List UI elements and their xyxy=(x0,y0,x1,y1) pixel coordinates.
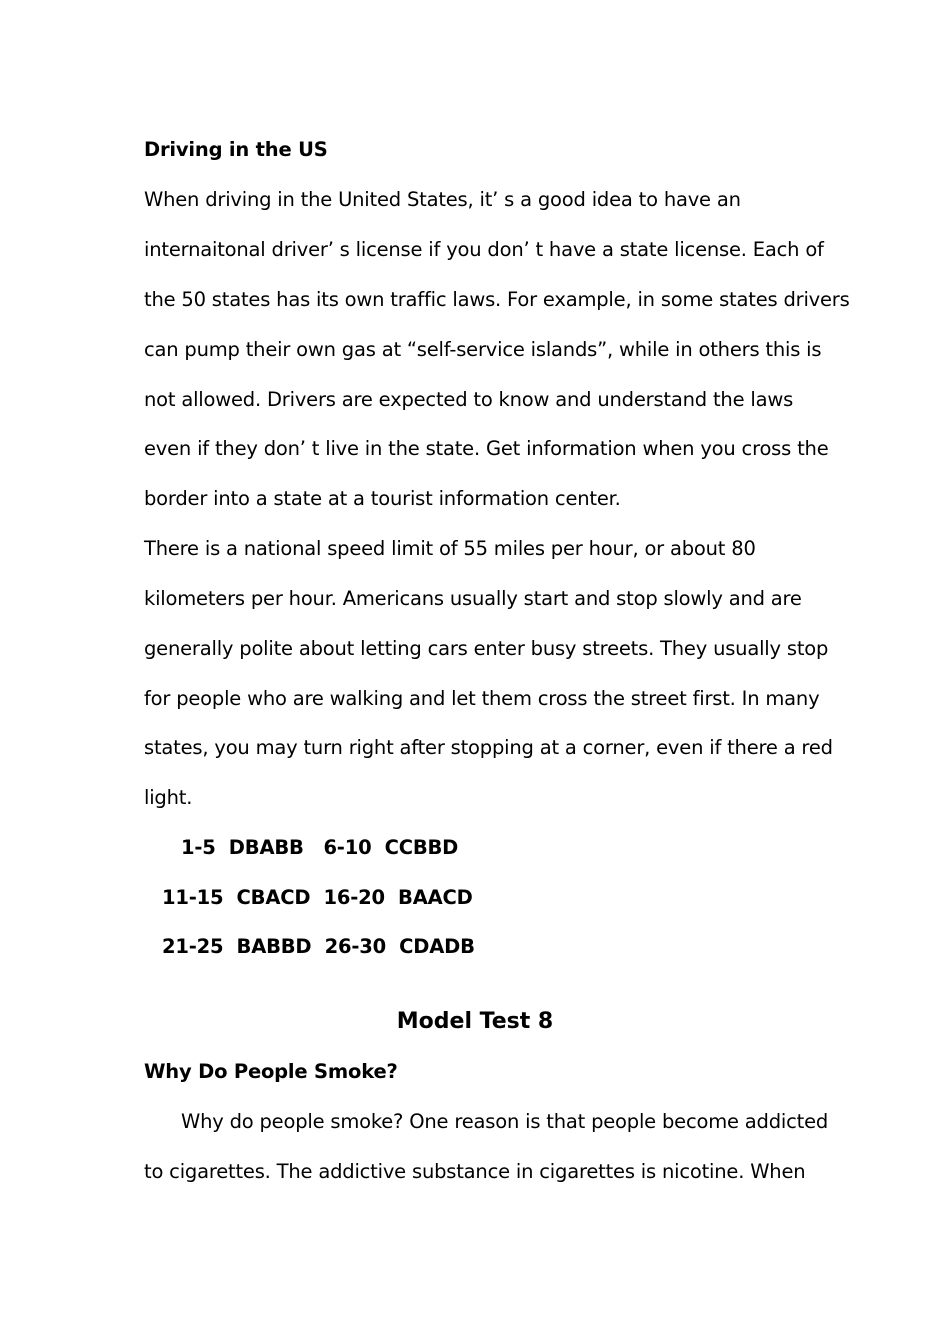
paragraph-line: border into a state at a tourist information center. xyxy=(144,487,621,510)
answer-key-line: 1-5 DBABB 6-10 CCBBD xyxy=(181,836,459,859)
paragraph-line: internaitonal driver’ s license if you don’ t have a state license. Each of xyxy=(144,238,824,261)
answer-key-line: 11-15 CBACD 16-20 BAACD xyxy=(162,886,473,909)
paragraph-line: generally polite about letting cars enter busy streets. They usually stop xyxy=(144,637,829,660)
paragraph-line: even if they don’ t live in the state. Get information when you cross the xyxy=(144,437,829,460)
paragraph-line: light. xyxy=(144,786,193,809)
paragraph-line: Why do people smoke? One reason is that people become addicted xyxy=(181,1110,829,1133)
paragraph-line: There is a national speed limit of 55 miles per hour, or about 80 xyxy=(144,537,756,560)
paragraph-line: can pump their own gas at “self-service islands”, while in others this is xyxy=(144,338,822,361)
section-heading-smoke: Why Do People Smoke? xyxy=(144,1060,398,1083)
paragraph-line: to cigarettes. The addictive substance in cigarettes is nicotine. When xyxy=(144,1160,806,1183)
paragraph-line: for people who are walking and let them cross the street first. In many xyxy=(144,687,820,710)
paragraph-line: When driving in the United States, it’ s a good idea to have an xyxy=(144,188,741,211)
paragraph-line: the 50 states has its own traffic laws. For example, in some states drivers xyxy=(144,288,850,311)
section-heading-driving: Driving in the US xyxy=(144,138,328,161)
answer-key-line: 21-25 BABBD 26-30 CDADB xyxy=(162,935,475,958)
model-test-title: Model Test 8 xyxy=(396,1009,554,1034)
paragraph-line: not allowed. Drivers are expected to know and understand the laws xyxy=(144,388,794,411)
paragraph-line: states, you may turn right after stopping at a corner, even if there a red xyxy=(144,736,833,759)
paragraph-line: kilometers per hour. Americans usually start and stop slowly and are xyxy=(144,587,802,610)
